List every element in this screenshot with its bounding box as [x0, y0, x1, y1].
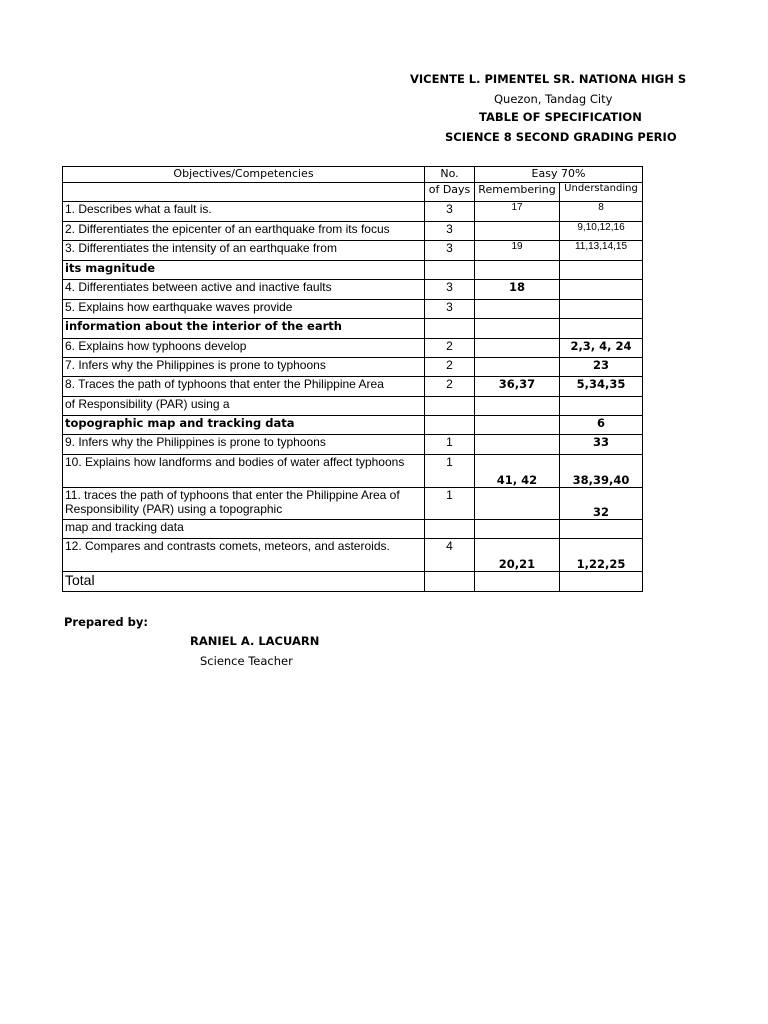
days-cell: 1	[425, 435, 475, 455]
table-row	[63, 339, 643, 358]
table-row	[63, 539, 643, 572]
understanding-cell: 38,39,40	[560, 455, 643, 488]
days-cell: 1	[425, 488, 475, 520]
total-remembering-cell	[475, 572, 560, 592]
remembering-cell: 17	[475, 202, 560, 222]
remembering-cell	[475, 261, 560, 280]
document-subtitle: SCIENCE 8 SECOND GRADING PERIO	[445, 130, 677, 144]
days-cell: 2	[425, 377, 475, 397]
objective-cell: 2. Differentiates the epicenter of an earthquake from its focus	[63, 222, 425, 241]
table-row	[63, 202, 643, 222]
remembering-cell	[475, 520, 560, 539]
header-no: No.	[425, 167, 475, 183]
remembering-cell	[475, 416, 560, 435]
objective-cell: topographic map and tracking data	[63, 416, 425, 435]
prepared-by-label: Prepared by:	[64, 615, 148, 629]
understanding-cell	[560, 261, 643, 280]
remembering-cell: 36,37	[475, 377, 560, 397]
table-row	[63, 319, 643, 339]
school-name: VICENTE L. PIMENTEL SR. NATIONA HIGH S	[410, 72, 687, 86]
days-cell: 3	[425, 300, 475, 319]
header-blank	[63, 183, 425, 202]
understanding-cell: 33	[560, 435, 643, 455]
understanding-cell	[560, 319, 643, 339]
remembering-cell: 20,21	[475, 539, 560, 572]
remembering-cell	[475, 222, 560, 241]
objective-cell: 9. Infers why the Philippines is prone to typhoons	[63, 435, 425, 455]
table-row	[63, 241, 643, 261]
remembering-cell: 18	[475, 280, 560, 300]
table-row	[63, 280, 643, 300]
objective-cell: information about the interior of the earth	[63, 319, 425, 339]
objective-cell: map and tracking data	[63, 520, 425, 539]
objective-cell: 7. Infers why the Philippines is prone to typhoons	[63, 358, 425, 377]
objective-cell: 11. traces the path of typhoons that enter the Philippine Area of Responsibility (PAR) using a topographic	[63, 488, 425, 520]
header-easy: Easy 70%	[475, 167, 643, 183]
days-cell: 3	[425, 222, 475, 241]
understanding-cell: 23	[560, 358, 643, 377]
days-cell: 4	[425, 539, 475, 572]
objective-cell: its magnitude	[63, 261, 425, 280]
total-row	[63, 572, 643, 592]
table-row	[63, 261, 643, 280]
total-understanding-cell	[560, 572, 643, 592]
days-cell: 2	[425, 358, 475, 377]
understanding-cell	[560, 300, 643, 319]
total-days-cell	[425, 572, 475, 592]
document-title: TABLE OF SPECIFICATION	[479, 110, 642, 124]
header-understanding: Understanding	[560, 183, 643, 202]
days-cell	[425, 397, 475, 416]
total-label: Total	[63, 572, 425, 592]
days-cell: 3	[425, 202, 475, 222]
understanding-cell: 5,34,35	[560, 377, 643, 397]
understanding-cell: 6	[560, 416, 643, 435]
days-cell	[425, 416, 475, 435]
understanding-cell: 8	[560, 202, 643, 222]
understanding-cell: 2,3, 4, 24	[560, 339, 643, 358]
remembering-cell	[475, 300, 560, 319]
table-row	[63, 520, 643, 539]
table-row	[63, 455, 643, 488]
specification-table	[62, 166, 643, 592]
objective-cell: 12. Compares and contrasts comets, meteors, and asteroids.	[63, 539, 425, 572]
remembering-cell: 41, 42	[475, 455, 560, 488]
remembering-cell	[475, 339, 560, 358]
table-row	[63, 488, 643, 520]
remembering-cell	[475, 358, 560, 377]
understanding-cell	[560, 520, 643, 539]
days-cell: 3	[425, 241, 475, 261]
understanding-cell: 11,13,14,15	[560, 241, 643, 261]
days-cell	[425, 261, 475, 280]
table-row	[63, 435, 643, 455]
table-row	[63, 358, 643, 377]
objective-cell: 10. Explains how landforms and bodies of water affect typhoons	[63, 455, 425, 488]
objective-cell: 3. Differentiates the intensity of an earthquake from	[63, 241, 425, 261]
remembering-cell: 19	[475, 241, 560, 261]
objective-cell: 5. Explains how earthquake waves provide	[63, 300, 425, 319]
days-cell	[425, 319, 475, 339]
preparer-name: RANIEL A. LACUARN	[190, 634, 320, 648]
days-cell: 3	[425, 280, 475, 300]
remembering-cell	[475, 319, 560, 339]
table-row	[63, 377, 643, 397]
remembering-cell	[475, 435, 560, 455]
objective-cell: 6. Explains how typhoons develop	[63, 339, 425, 358]
school-location: Quezon, Tandag City	[494, 92, 613, 106]
header-remembering: Remembering	[475, 183, 560, 202]
understanding-cell	[560, 397, 643, 416]
table-header-row	[63, 167, 643, 183]
table-row	[63, 397, 643, 416]
remembering-cell	[475, 488, 560, 520]
header-of-days: of Days	[425, 183, 475, 202]
understanding-cell	[560, 280, 643, 300]
preparer-role: Science Teacher	[200, 654, 293, 668]
days-cell: 2	[425, 339, 475, 358]
table-row	[63, 222, 643, 241]
remembering-cell	[475, 397, 560, 416]
header-objectives: Objectives/Competencies	[63, 167, 425, 183]
understanding-cell: 32	[560, 488, 643, 520]
objective-cell: 8. Traces the path of typhoons that enter the Philippine Area	[63, 377, 425, 397]
table-row	[63, 300, 643, 319]
table-row	[63, 416, 643, 435]
table-subheader-row	[63, 183, 643, 202]
understanding-cell: 1,22,25	[560, 539, 643, 572]
days-cell: 1	[425, 455, 475, 488]
understanding-cell: 9,10,12,16	[560, 222, 643, 241]
objective-cell: 1. Describes what a fault is.	[63, 202, 425, 222]
objective-cell: 4. Differentiates between active and inactive faults	[63, 280, 425, 300]
days-cell	[425, 520, 475, 539]
objective-cell: of Responsibility (PAR) using a	[63, 397, 425, 416]
